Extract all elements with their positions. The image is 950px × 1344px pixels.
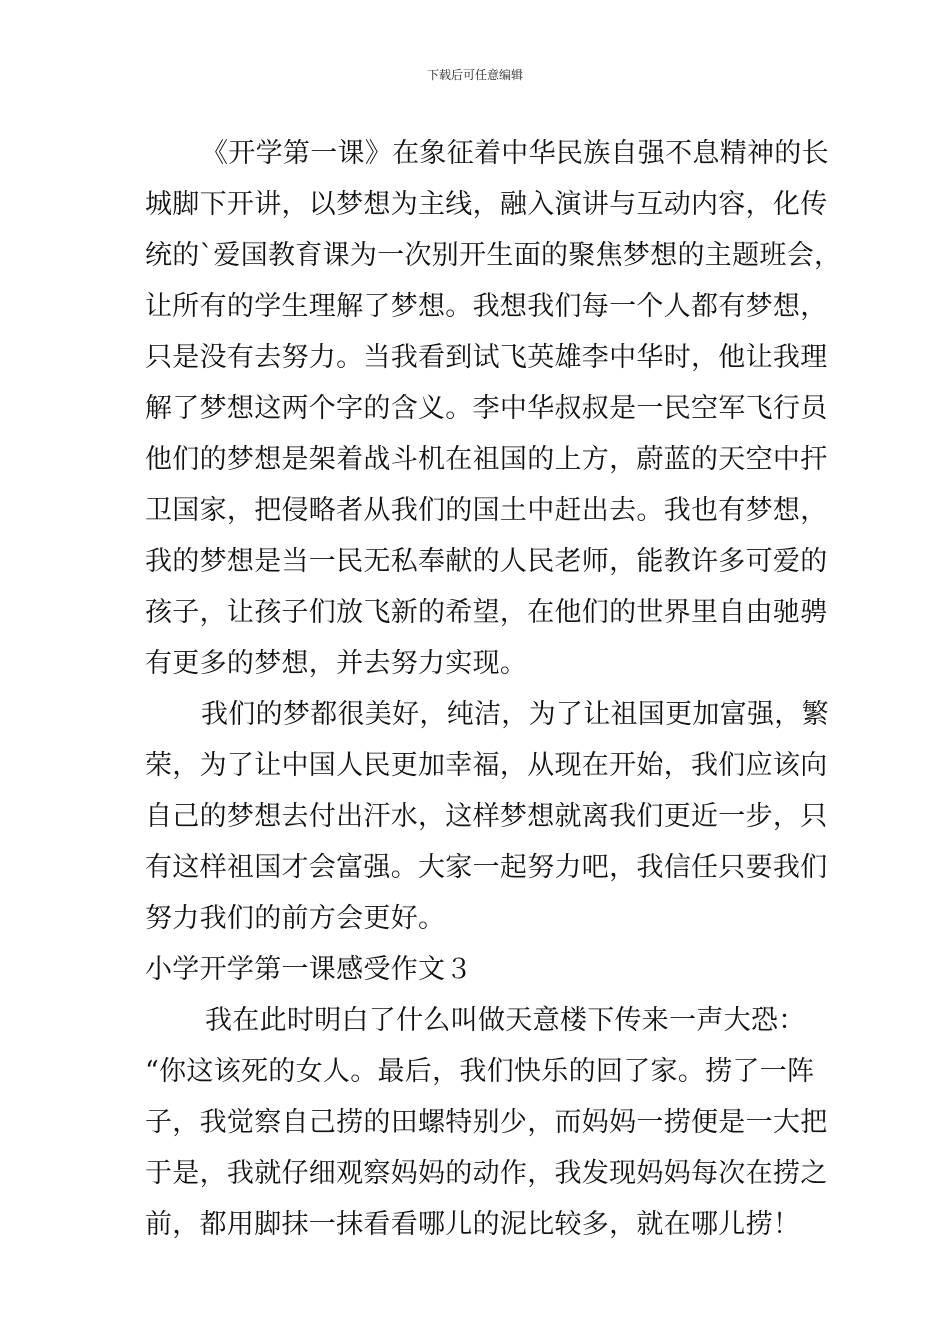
text-line: 解了梦想这两个字的含义。李中华叔叔是一民空军飞行员	[145, 393, 828, 424]
text-line: 孩子，让孩子们放飞新的希望，在他们的世界里自由驰骋	[145, 597, 828, 628]
section-heading: 小学开学第一课感受作文３	[145, 954, 473, 985]
text-line: 统的`爱国教育课为一次别开生面的聚焦梦想的主题班会，	[145, 240, 842, 271]
text-line: 有更多的梦想，并去努力实现。	[145, 648, 528, 679]
text-line: 荣，为了让中国人民更加幸福，从现在开始，我们应该向	[145, 750, 828, 781]
text-line: 自己的梦想去付出汗水，这样梦想就离我们更近一步，只	[145, 801, 828, 832]
text-line: 子，我觉察自己捞的田螺特别少，而妈妈一捞便是一大把	[145, 1107, 828, 1138]
text-line: 我在此时明白了什么叫做天意楼下传来一声大恐：	[205, 1005, 806, 1036]
document-body	[145, 128, 842, 1250]
text-line: 我的梦想是当一民无私奉献的人民老师，能教许多可爱的	[145, 546, 828, 577]
text-line: 我们的梦都很美好，纯洁，为了让祖国更加富强，繁	[201, 699, 829, 730]
text-line: 城脚下开讲，以梦想为主线，融入演讲与互动内容，化传	[145, 189, 828, 220]
text-line: 有这样祖国才会富强。大家一起努力吧，我信任只要我们	[145, 852, 828, 883]
page-header: 下载后可任意编辑	[426, 68, 523, 82]
text-line: 只是没有去努力。当我看到试飞英雄李中华时，他让我理	[145, 342, 828, 373]
text-line: 让所有的学生理解了梦想。我想我们每一个人都有梦想，	[145, 291, 828, 322]
text-line: 他们的梦想是架着战斗机在祖国的上方，蔚蓝的天空中扞	[145, 444, 828, 475]
text-line: 努力我们的前方会更好。	[145, 903, 446, 934]
text-line: 卫国家，把侵略者从我们的国土中赶出去。我也有梦想，	[145, 495, 828, 526]
text-line: 《开学第一课》在象征着中华民族自强不息精神的长	[201, 138, 829, 169]
text-line: 于是，我就仔细观察妈妈的动作，我发现妈妈每次在捞之	[145, 1158, 828, 1189]
text-line: 前，都用脚抹一抹看看哪儿的泥比较多，就在哪儿捞！	[145, 1209, 801, 1240]
text-line: “你这该死的女人。最后，我们快乐的回了家。捞了一阵	[145, 1056, 815, 1087]
